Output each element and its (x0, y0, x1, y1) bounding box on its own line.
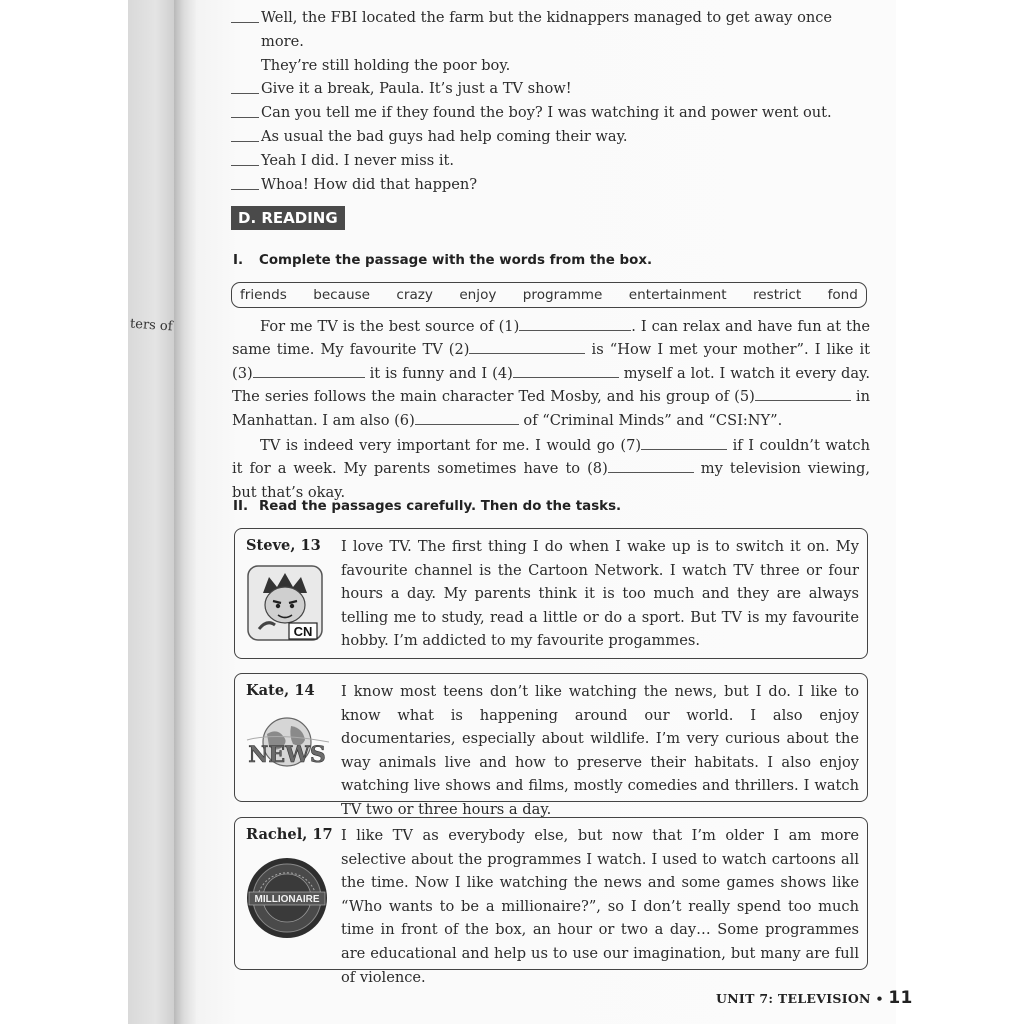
passage-text: is “How I met your mother”. I like it (3) (232, 341, 870, 382)
passage-text: my television viewing, but that’s okay. (232, 460, 870, 501)
passage-text: . I can relax and have fun at the same time. My favourite TV (2) (232, 318, 870, 359)
word-box-item: because (313, 287, 371, 303)
dialogue-line (231, 101, 871, 125)
previous-page-text: ters of (129, 316, 174, 335)
answer-gap-3 (253, 363, 365, 378)
word-box-item: programme (522, 287, 603, 303)
answer-blank (231, 173, 259, 190)
answer-blank (231, 125, 259, 142)
answer-gap-5 (755, 386, 851, 401)
word-box-item: entertainment (628, 287, 727, 303)
dialogue-text: Yeah I did. I never miss it. (261, 151, 455, 169)
cn-logo-text: CN (293, 624, 313, 639)
word-box-item: fond (827, 287, 858, 303)
previous-page-edge (128, 0, 174, 1024)
word-box-item: restrict (752, 287, 802, 303)
dialogue-line (231, 125, 871, 149)
dialogue-line (231, 6, 871, 54)
answer-blank (231, 6, 259, 23)
task-2-title (233, 499, 621, 514)
passage-text: if I couldn’t watch it for a week. My parents sometimes have to (8) (232, 437, 870, 478)
answer-gap-8 (608, 458, 694, 473)
answer-blank (231, 77, 259, 94)
passage-paragraph (232, 434, 870, 504)
profile-name: Steve, 13 (246, 537, 321, 554)
dialogue-line (231, 149, 871, 173)
page-footer (716, 988, 913, 1008)
word-box-item: crazy (396, 287, 433, 303)
passage-paragraph (232, 315, 870, 432)
profile-card-steve (234, 528, 868, 659)
millionaire-logo-text: MILLIONAIRE (254, 894, 320, 905)
word-box (231, 282, 867, 308)
section-title: D. READING (231, 206, 345, 230)
answer-gap-4 (513, 363, 619, 378)
footer-bullet: • (875, 991, 884, 1006)
book-gutter (174, 0, 196, 1024)
news-globe-icon (245, 712, 329, 778)
cartoon-network-character-icon (245, 563, 325, 643)
dialogue-line (231, 173, 871, 197)
word-box-item: friends (240, 287, 287, 303)
dialogue-list (231, 6, 871, 196)
passage-text: in Manhattan. I am also (6) (232, 388, 870, 429)
dialogue-text: Give it a break, Paula. It’s just a TV show! (261, 80, 572, 98)
dialogue-line (231, 77, 871, 101)
background-right (896, 0, 1024, 1024)
task-number: II. (233, 499, 249, 514)
answer-blank (231, 149, 259, 166)
dialogue-text: They’re still holding the poor boy. (261, 56, 511, 74)
page-number: 11 (888, 988, 913, 1008)
profile-text: I know most teens don’t like watching the news, but I do. I like to know what is happening around our world. I also enjoy documentaries, especially about wildlife. I’m very curious about the way animals live and how to preserve their habitats. I also enjoy watching live shows and films, mostly comedies and thrillers. I watch TV two or three hours a day. (341, 683, 859, 818)
cloze-passage (232, 315, 870, 504)
profile-card-rachel (234, 817, 868, 986)
answer-gap-2 (469, 339, 585, 354)
answer-gap-1 (519, 316, 631, 331)
unit-label: UNIT 7: TELEVISION (716, 991, 871, 1006)
passage-text: it is funny and I (4) (364, 364, 513, 382)
task-1-title (233, 253, 652, 268)
profile-name: Kate, 14 (246, 682, 315, 699)
passage-text: of “Criminal Minds” and “CSI:NY”. (518, 411, 783, 429)
profile-card-kate (234, 673, 868, 818)
dialogue-text: Can you tell me if they found the boy? I was watching it and power went out. (261, 104, 832, 122)
profile-text: I love TV. The first thing I do when I wake up is to switch it on. My favourite channel is the Cartoon Network. I watch TV three or four hours a day. My parents think it is too much and they are always telling me to study, read a little or do a sport. But TV is my favourite hobby. I’m addicted to my favourite progammes. (341, 538, 859, 650)
news-logo-text: NEWS (248, 742, 326, 768)
answer-gap-7 (641, 435, 727, 450)
profile-name: Rachel, 17 (246, 826, 333, 843)
millionaire-logo-icon (245, 856, 329, 940)
passage-text: TV is indeed very important for me. I would go (7) (260, 437, 642, 455)
dialogue-text: Well, the FBI located the farm but the kidnappers managed to get away once more. (261, 9, 833, 50)
profile-text: I like TV as everybody else, but now that I’m older I am more selective about the programmes I watch. I used to watch cartoons all the time. Now I like watching the news and some games shows like “Who wants to be a millionaire?”, so I don’t really spend too much time in front of the box, an hour or two a day… Some programmes are educational and help us to use our imagination, but many are full of violence. (341, 827, 859, 986)
dialogue-text: Whoa! How did that happen? (261, 175, 478, 193)
answer-gap-6 (415, 410, 519, 425)
task-instruction: Read the passages carefully. Then do the tasks. (259, 499, 622, 514)
word-box-item: enjoy (459, 287, 497, 303)
task-instruction: Complete the passage with the words from the box. (259, 253, 653, 268)
answer-blank (231, 101, 259, 118)
dialogue-line-continuation (231, 54, 871, 78)
dialogue-text: As usual the bad guys had help coming their way. (261, 127, 628, 145)
passage-text: For me TV is the best source of (1) (260, 318, 520, 335)
task-number: I. (233, 253, 244, 268)
passage-text: myself a lot. I watch it every day. The series follows the main character Ted Mosby, and his group of (5) (232, 364, 871, 406)
